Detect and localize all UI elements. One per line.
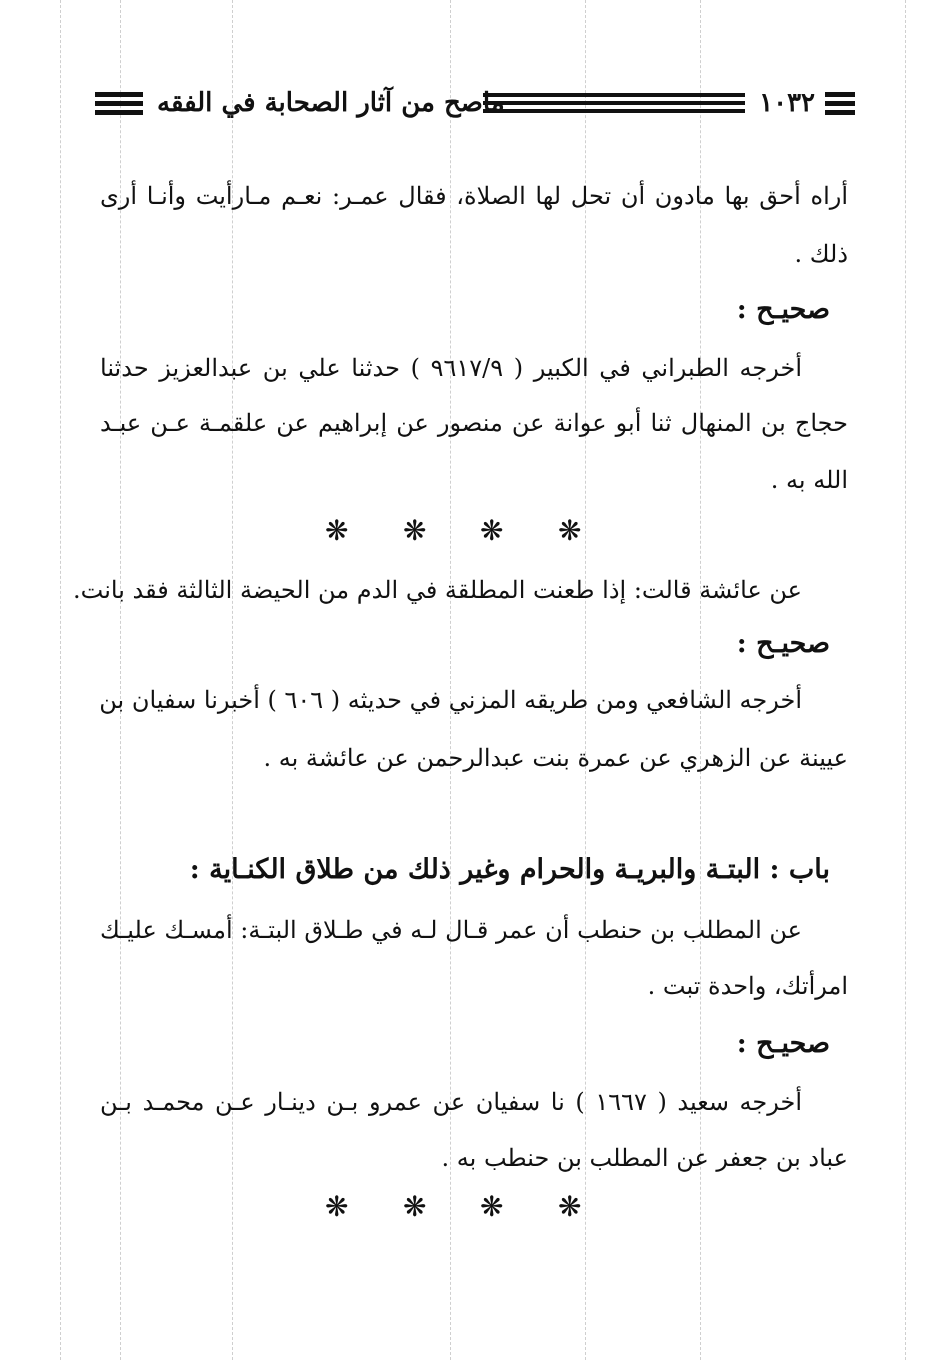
text-line: امرأتك، واحدة تبت . (647, 972, 848, 1000)
header-rule-right (825, 101, 855, 106)
page-header (95, 86, 855, 126)
scan-guide-line (60, 0, 61, 1360)
header-rule-left (95, 92, 143, 97)
text-line: أخرجه الشافعي ومن طريقه المزني في حديثه ( ٦٠٦ ) أخبرنا سفيان بن (99, 686, 802, 714)
text-line: الله به . (770, 466, 848, 494)
section-title: باب : البتـة والبريـة والحرام وغير ذلك من طلاق الكنـاية : (189, 854, 830, 885)
header-rule-right (825, 110, 855, 115)
header-rule-middle (483, 101, 745, 105)
star-ornament: ❋ (558, 1190, 582, 1223)
header-rule-left (95, 101, 143, 106)
running-title: ماصح من آثار الصحابة في الفقه (157, 88, 505, 118)
text-line: عباد بن جعفر عن المطلب بن حنطب به . (441, 1144, 848, 1172)
section-separator (0, 516, 940, 546)
header-rule-middle (483, 93, 745, 97)
text-line: عيينة عن الزهري عن عمرة بنت عبدالرحمن عن عائشة به . (263, 744, 848, 772)
header-rule-middle (483, 109, 745, 113)
text-line: أخرجه الطبراني في الكبير ( ٩٦١٧/٩ ) حدثنا علي بن عبدالعزيز حدثنا (100, 354, 802, 382)
page-number: ١٠٣٢ (759, 88, 815, 118)
grade-heading: صحيـح : (736, 1028, 830, 1059)
header-rule-right (825, 92, 855, 97)
text-line: أخرجه سعيد ( ١٦٦٧ ) نا سفيان عن عمرو بـن دينـار عـن محمـد بـن (100, 1088, 802, 1116)
star-ornament: ❋ (403, 514, 427, 547)
header-rule-left (95, 110, 143, 115)
star-ornament: ❋ (325, 1190, 349, 1223)
text-line: ذلك . (794, 240, 848, 268)
star-ornament: ❋ (480, 514, 504, 547)
star-ornament: ❋ (325, 514, 349, 547)
text-line: أراه أحق بها مادون أن تحل لها الصلاة، فقال عمـر: نعـم مـارأيت وأنـا أرى (100, 182, 848, 210)
scan-guide-line (905, 0, 906, 1360)
text-line: حجاج بن المنهال ثنا أبو عوانة عن منصور عن إبراهيم عن علقمـة عـن عبـد (100, 409, 848, 437)
text-line: عن عائشة قالت: إذا طعنت المطلقة في الدم من الحيضة الثالثة فقد بانت. (73, 576, 802, 604)
grade-heading: صحيـح : (736, 628, 830, 659)
section-separator (0, 1192, 940, 1222)
star-ornament: ❋ (558, 514, 582, 547)
text-line: عن المطلب بن حنطب أن عمر قـال لـه في طـلاق البتـة: أمسـك عليـك (100, 916, 802, 944)
star-ornament: ❋ (480, 1190, 504, 1223)
grade-heading: صحيـح : (736, 294, 830, 325)
star-ornament: ❋ (403, 1190, 427, 1223)
